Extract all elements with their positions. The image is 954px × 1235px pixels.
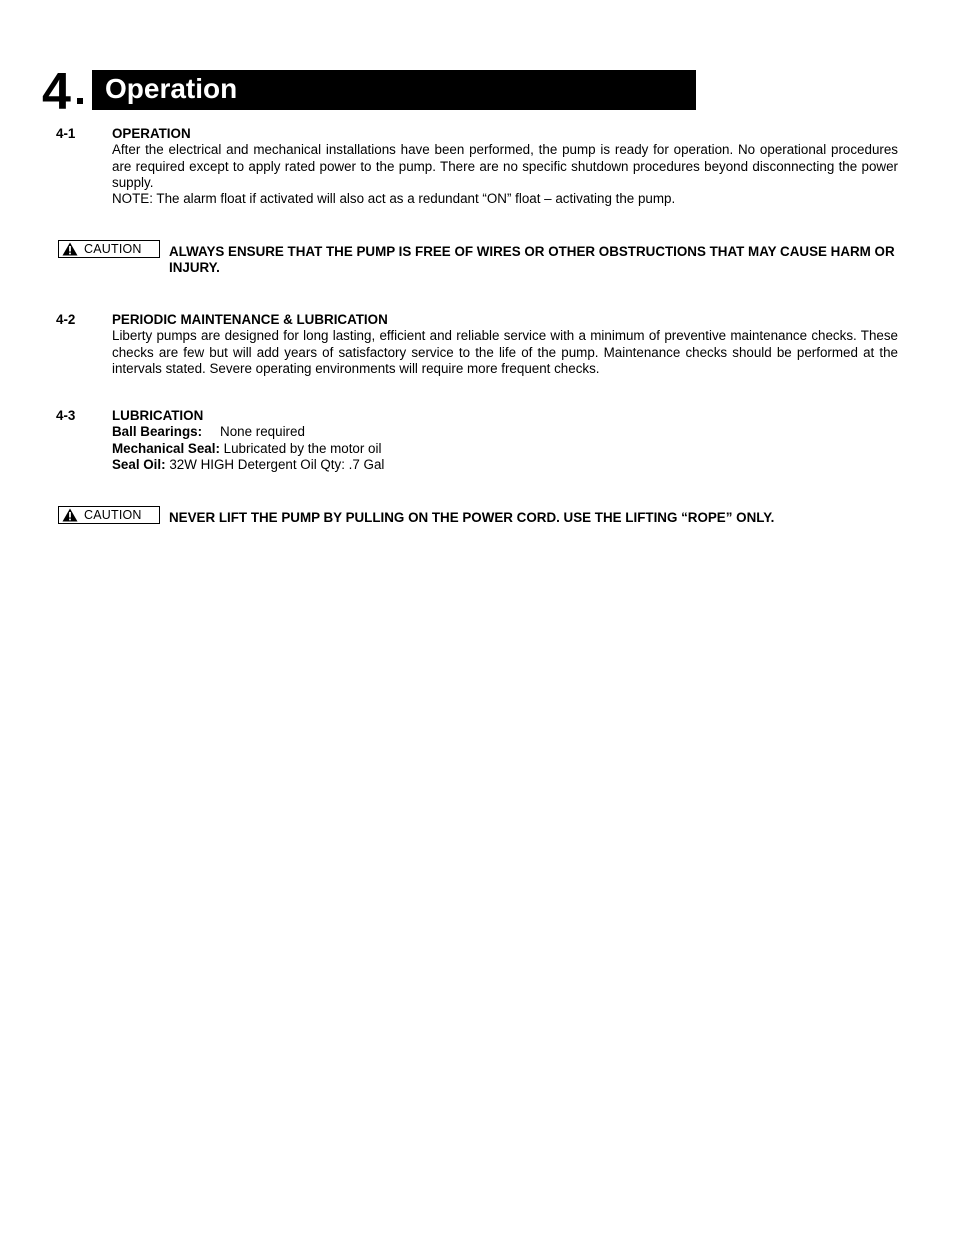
lubrication-value: 32W HIGH Detergent Oil Qty: .7 Gal bbox=[169, 456, 385, 472]
lubrication-value: Lubricated by the motor oil bbox=[223, 440, 382, 456]
section-paragraph: After the electrical and mechanical installations have been performed, the pump is ready for operation. No operational procedures are required except to apply rated power to the pump. There are no specific shutdown procedures beyond disconnecting the power supply. bbox=[112, 142, 898, 190]
lubrication-item-mechanical-seal bbox=[112, 441, 898, 457]
section-operation bbox=[56, 126, 898, 207]
caution-label: CAUTION bbox=[84, 241, 142, 256]
section-number: 4-1 bbox=[56, 126, 76, 141]
caution-label: CAUTION bbox=[84, 507, 142, 522]
caution-text: NEVER LIFT THE PUMP BY PULLING ON THE POWER CORD. USE THE LIFTING “ROPE” ONLY. bbox=[169, 510, 775, 525]
caution-block-obstructions bbox=[58, 240, 898, 277]
warning-triangle-icon bbox=[62, 242, 78, 256]
chapter-title-bar bbox=[92, 70, 696, 110]
section-number: 4-3 bbox=[56, 408, 76, 423]
lubrication-item-seal-oil bbox=[112, 457, 898, 473]
section-paragraph: Liberty pumps are designed for long lasting, efficient and reliable service with a minimum of preventive maintenance checks. These checks are few but will add years of satisfactory service to the life of the pump. Maintenance checks should be performed at the intervals stated. Severe operating environments will require more frequent checks. bbox=[112, 328, 898, 376]
lubrication-value: None required bbox=[220, 424, 305, 440]
section-periodic-maintenance bbox=[56, 312, 898, 377]
section-number: 4-2 bbox=[56, 312, 76, 327]
section-title: OPERATION bbox=[112, 126, 191, 141]
section-lubrication bbox=[56, 408, 898, 473]
chapter-title: Operation bbox=[105, 73, 238, 104]
chapter-number-dot bbox=[77, 98, 83, 104]
lubrication-label: Mechanical Seal: bbox=[112, 440, 220, 456]
section-title: LUBRICATION bbox=[112, 408, 204, 423]
chapter-number: 4 bbox=[42, 63, 71, 121]
lubrication-item-ball-bearings bbox=[112, 424, 898, 440]
caution-block-power-cord bbox=[58, 506, 898, 526]
warning-triangle-icon bbox=[62, 508, 78, 522]
lubrication-label: Seal Oil: bbox=[112, 456, 166, 472]
section-title: PERIODIC MAINTENANCE & LUBRICATION bbox=[112, 312, 388, 327]
caution-text: ALWAYS ENSURE THAT THE PUMP IS FREE OF WIRES OR OTHER OBSTRUCTIONS THAT MAY CAUSE HARM OR INJURY. bbox=[169, 244, 895, 276]
caution-badge bbox=[58, 240, 160, 258]
caution-badge bbox=[58, 506, 160, 524]
lubrication-label: Ball Bearings: bbox=[112, 424, 203, 440]
section-note: NOTE: The alarm float if activated will also act as a redundant “ON” float – activating the pump. bbox=[112, 191, 676, 207]
